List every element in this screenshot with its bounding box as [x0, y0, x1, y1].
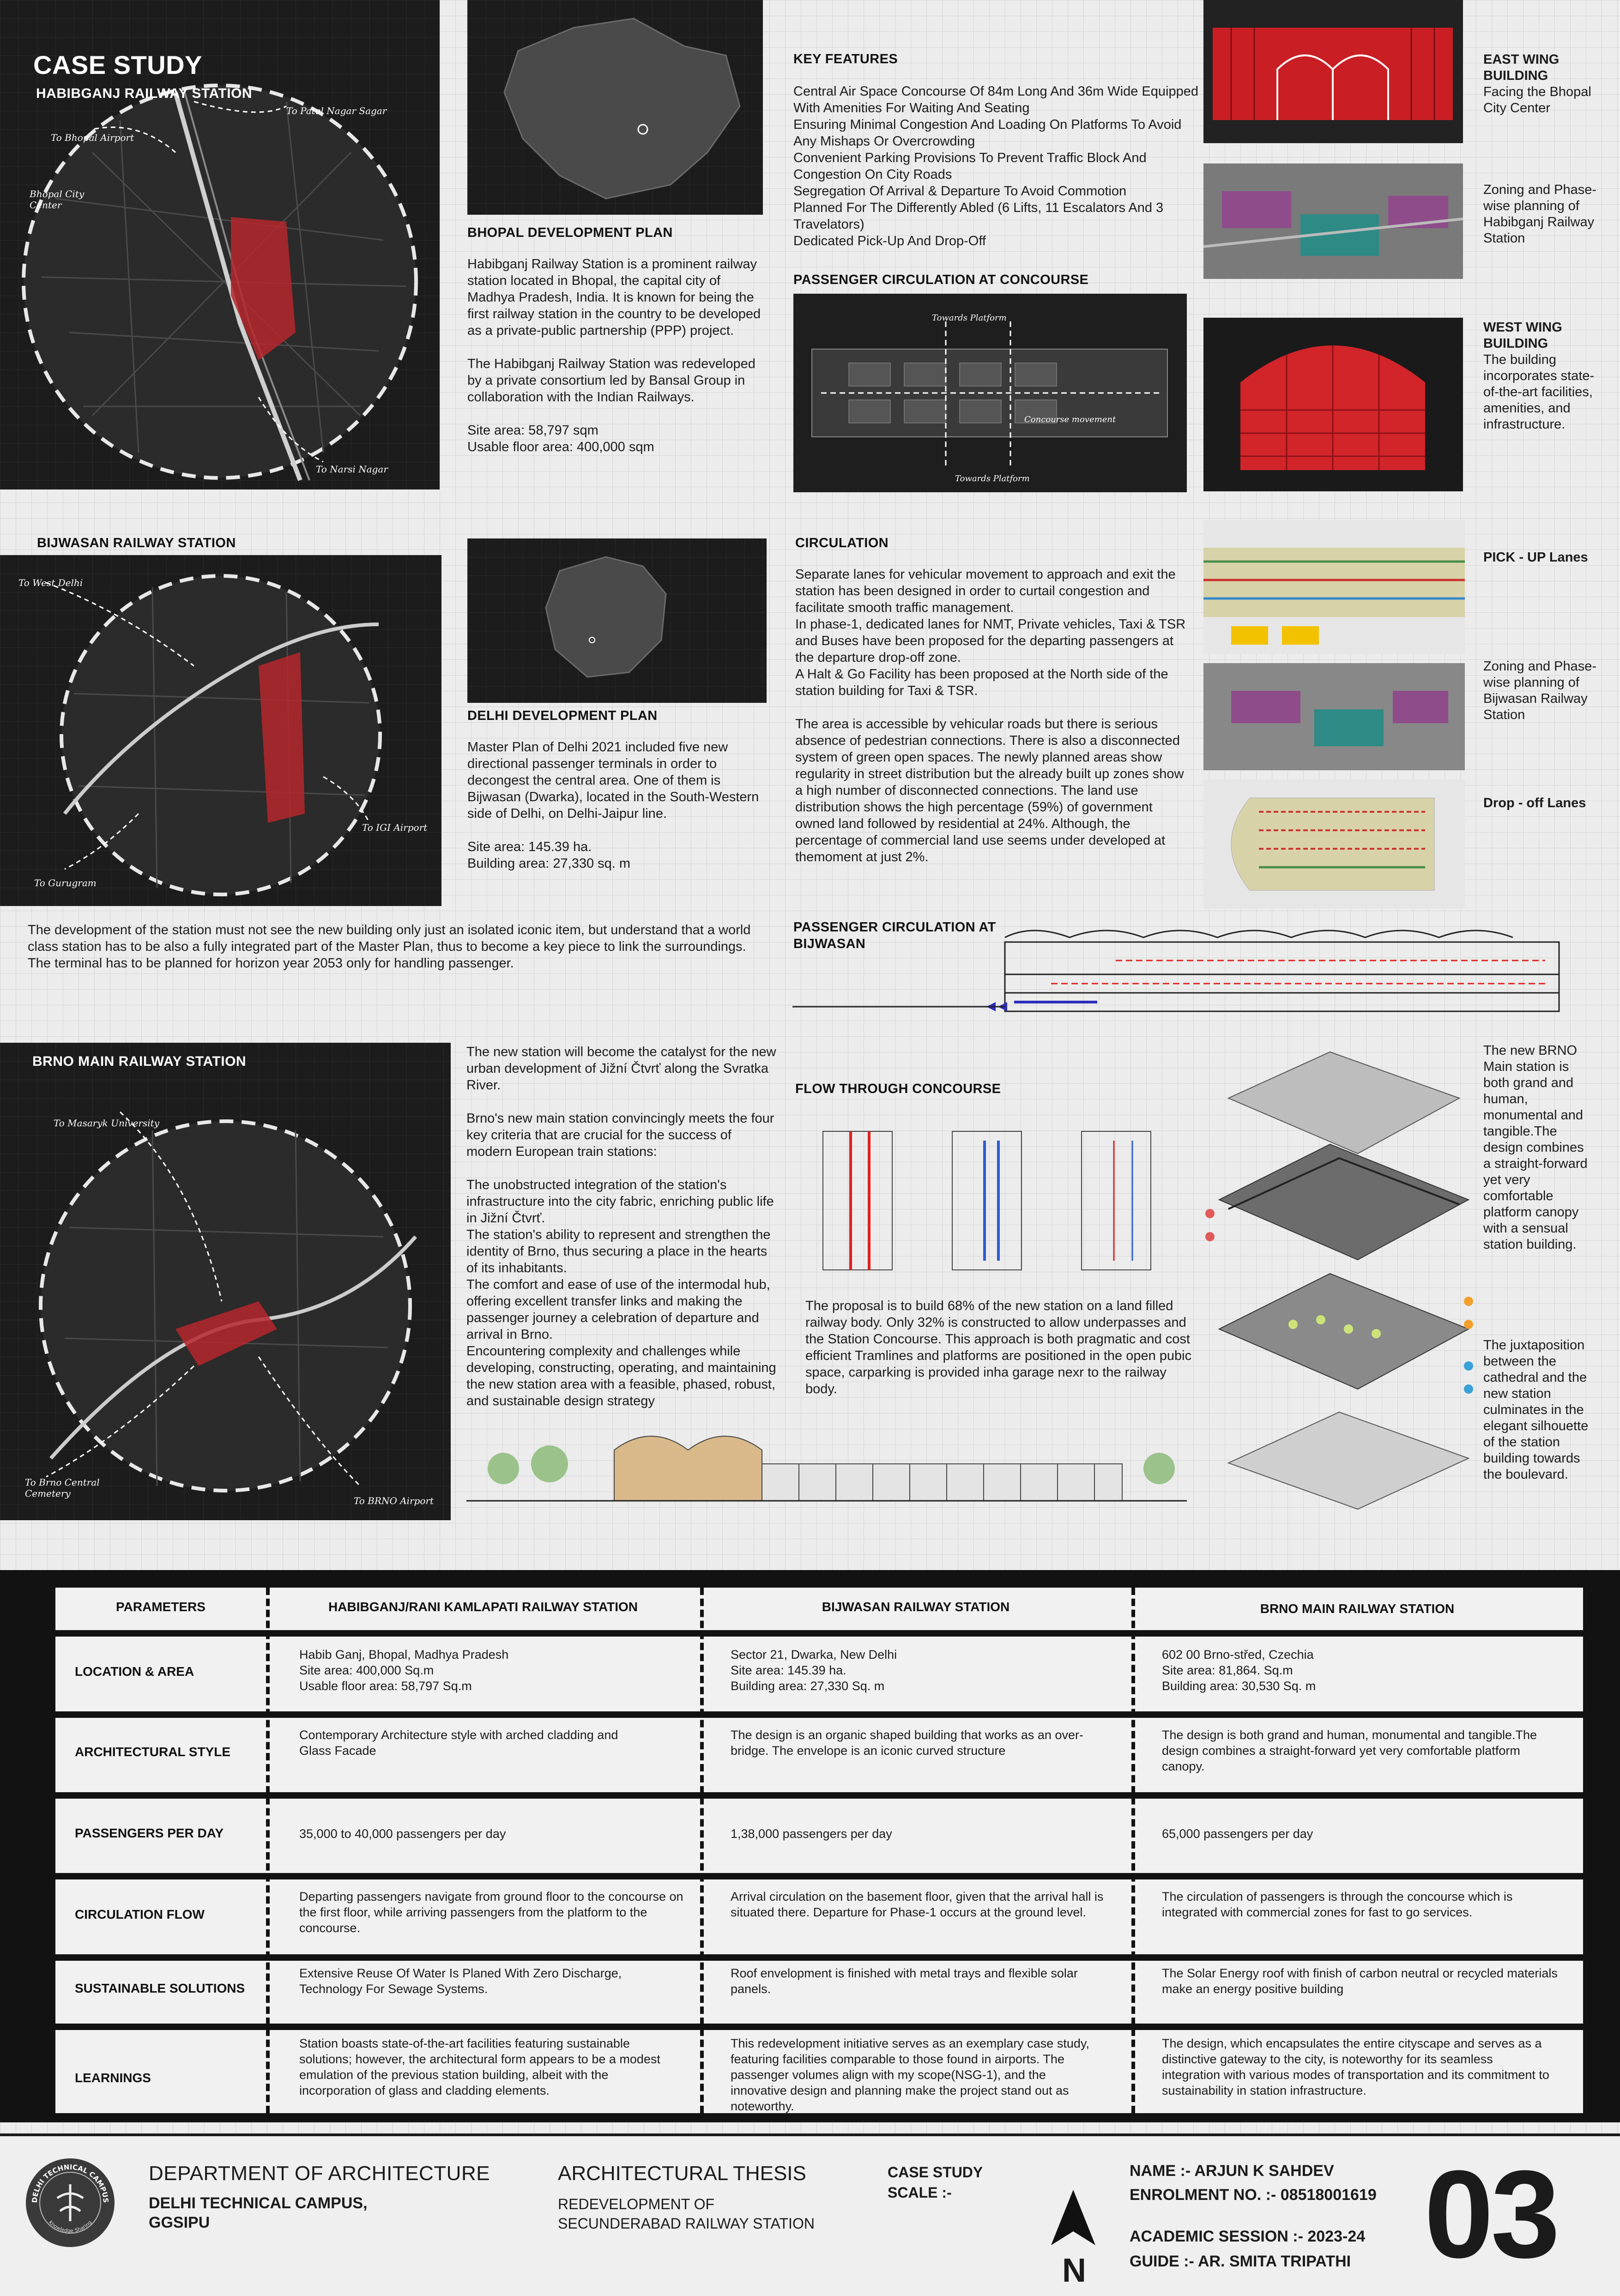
concourse-circulation-title: PASSENGER CIRCULATION AT CONCOURSE — [793, 272, 1089, 287]
habibganj-zoning-image — [1203, 163, 1463, 279]
sheet-type: CASE STUDY SCALE :- — [888, 2164, 983, 2201]
east-wing-text: Facing the Bhopal City Center — [1483, 85, 1591, 115]
bijwasan-title: BIJWASAN RAILWAY STATION — [37, 536, 236, 550]
cell-style-brno: The design is both grand and human, monumental and tangible.The design combines a straight-forward yet very comfortable platform canopy. — [1162, 1728, 1537, 1773]
cell-passengers-habibganj: 35,000 to 40,000 passengers per day — [299, 1827, 506, 1841]
sheet-number: 03 — [1424, 2145, 1558, 2284]
student-name: NAME :- ARJUN K SAHDEV — [1130, 2162, 1334, 2180]
cell-learnings-habibganj: Station boasts state-of-the-art facilities featuring sustainable solutions; however, the architectural form appears to be a modest emulation of the previous station building, albeit with the incorporation of glass and cladding elements. — [299, 2036, 660, 2097]
pickup-lanes-title: PICK - UP Lanes — [1483, 550, 1588, 565]
east-wing-title: EAST WING BUILDING — [1483, 52, 1560, 83]
cell-passengers-bijwasan: 1,38,000 passengers per day — [731, 1827, 892, 1841]
comparison-table — [0, 1570, 1620, 2122]
param-location: LOCATION & AREA — [75, 1664, 194, 1679]
academic-session: ACADEMIC SESSION :- 2023-24 — [1130, 2228, 1366, 2245]
map-label-city-center: Bhopal City Center — [30, 188, 85, 211]
bijwasan-zoning-image — [1203, 663, 1465, 770]
cell-passengers-brno: 65,000 passengers per day — [1162, 1827, 1313, 1841]
cell-circulation-bijwasan: Arrival circulation on the basement floor, given that the arrival hall is situated there. Departure for Phase-1 occurs at the ground level. — [731, 1890, 1104, 1919]
concourse-circulation-plan — [793, 294, 1187, 492]
thesis-label: ARCHITECTURAL THESIS — [558, 2162, 806, 2185]
brno-title: BRNO MAIN RAILWAY STATION — [32, 1054, 247, 1069]
cell-location-brno: 602 00 Brno-střed, Czechia Site area: 81,864. Sq.m Building area: 30,530 Sq. m — [1162, 1648, 1316, 1693]
bhopal-plan-title: BHOPAL DEVELOPMENT PLAN — [467, 225, 673, 240]
pickup-lanes-caption — [1483, 550, 1603, 566]
college-name: DELHI TECHNICAL CAMPUS, GGSIPU — [149, 2194, 368, 2231]
brno-side-text-1: The new BRNO Main station is both grand and human, monumental and tangible.The design combines a straight-forward yet very comfortable platform canopy with a sensual station building. — [1483, 1043, 1588, 1252]
delhi-plan-title: DELHI DEVELOPMENT PLAN — [467, 708, 658, 723]
brno-side-text-2: The juxtaposition between the cathedral and the new station culminates in the elegant silhouette of the station building towards the boulevard. — [1483, 1338, 1589, 1482]
habibganj-zoning-caption: Zoning and Phase-wise planning of Habibganj Railway Station — [1483, 182, 1597, 246]
cell-circulation-habibganj: Departing passengers navigate from ground floor to the concourse on the first floor, while arriving passengers from the platform to the concourse. — [299, 1890, 683, 1935]
brno-description: The new station will become the catalyst for the new urban development of Jižní Čtvrť along the Svratka River. Brno's new main station convincingly meets the four key criteria that are crucial for the success of modern European train stations: The unobstructed integration of the station's infrastructure into the city fabric, enriching public life in Jižní Čtvrť. The station's ability to represent and strengthen the identity of Brno, thus securing a place in the hearts of its inhabitants. The comfort and ease of use of the intermodal hub, offering excellent transfer links and making the passenger journey a celebration of departure and arrival in Brno. Encountering complexity and challenges while developing, constructing, operating, and maintaining the new station area with a feasible, phased, robust, and sustainable design strategy — [466, 1045, 776, 1408]
seal-text: DELHI TECHNICAL CAMPUS — [30, 2163, 110, 2203]
project-title: REDEVELOPMENT OF SECUNDERABAD RAILWAY STATION — [558, 2196, 815, 2232]
brno-exploded-axonometric — [1201, 1043, 1478, 1537]
cell-location-bijwasan: Sector 21, Dwarka, New Delhi Site area: 145.39 ha. Building area: 27,330 Sq. m — [731, 1648, 897, 1693]
cell-style-bijwasan: The design is an organic shaped building that works as an over-bridge. The envelope is an iconic curved structure — [731, 1728, 1083, 1758]
bijwasan-site-map — [0, 555, 441, 906]
map-label-narsi-nagar: To Narsi Nagar — [316, 464, 388, 475]
brno-site-map — [0, 1043, 451, 1520]
bijwasan-passenger-circulation-title: PASSENGER CIRCULATION AT BIJWASAN — [793, 920, 996, 951]
bijwasan-zoning-caption: Zoning and Phase-wise planning of Bijwasan Railway Station — [1483, 659, 1597, 722]
bijwasan-development-text: The development of the station must not see the new building only just an isolated iconic item, but understand that a world class station has to be also a fully integrated part of the Master Plan, thus to become a key piece to link the surroundings. The terminal has to be planned for horizon year 2053 only for handling passenger. — [28, 923, 751, 971]
bijwasan-section-drawing — [792, 924, 1596, 1023]
flow-concourse-diagram — [795, 1122, 1183, 1293]
east-wing-caption — [1483, 52, 1613, 116]
map-label-gurugram: To Gurugram — [34, 877, 97, 888]
dropoff-lanes-caption — [1483, 795, 1603, 811]
dropoff-lanes-image — [1203, 779, 1465, 909]
cell-sustainable-habibganj: Extensive Reuse Of Water Is Planed With Zero Discharge, Technology For Sewage Systems. — [299, 1966, 622, 1996]
seal-subtext: Knowledge Sharing — [47, 2219, 93, 2234]
comparison-table-body — [55, 1588, 1583, 2113]
brno-map-panel — [0, 1043, 451, 1520]
habibganj-title: HABIBGANJ RAILWAY STATION — [36, 86, 253, 101]
param-learnings: LEARNINGS — [75, 2071, 151, 2085]
header-habibganj: HABIBGANJ/RANI KAMLAPATI RAILWAY STATION — [328, 1600, 638, 1614]
map-label-brno-airport: To BRNO Airport — [354, 1495, 434, 1506]
header-parameters: PARAMETERS — [116, 1600, 206, 1614]
cell-style-habibganj: Contemporary Architecture style with arched cladding and Glass Facade — [299, 1728, 618, 1758]
east-wing-image — [1203, 0, 1463, 143]
habibganj-map-panel — [0, 0, 440, 489]
header-bijwasan: BIJWASAN RAILWAY STATION — [822, 1600, 1010, 1614]
habibganj-description: Habibganj Railway Station is a prominent railway station located in Bhopal, the capital city of Madhya Pradesh, India. It is known for being the first railway station in the country to be developed as a private-public partnership (PPP) project. The Habibganj Railway Station was redeveloped by a private consortium led by Bansal Group in collaboration with the Indian Railways. Site area: 58,797 sqm Usable floor area: 400,000 sqm — [467, 257, 761, 454]
cell-sustainable-bijwasan: Roof envelopment is finished with metal trays and flexible solar panels. — [731, 1966, 1078, 1996]
map-label-patel-nagar: To Patel Nagar Sagar — [286, 105, 387, 116]
cell-learnings-bijwasan: This redevelopment initiative serves as an exemplary case study, featuring facilities comparable to those found in airports. The passenger volumes align with my scope(NSG-1), and the innovative design and planning make the project stand out as noteworthy. — [731, 2036, 1089, 2113]
circ-label-top: Towards Platform — [932, 313, 1007, 323]
north-label: N — [1062, 2252, 1086, 2289]
map-label-bhopal-airport: To Bhopal Airport — [51, 132, 134, 143]
key-features-list: Central Air Space Concourse Of 84m Long And 36m Wide Equipped With Amenities For Waiting And Seating Ensuring Minimal Congestion And Loading On Platforms To Avoid Any Mishaps Or Overcrowding Convenient Parking Provisions To Prevent Traffic Block And Congestion On City Roads Segregation Of Arrival & Departure To Avoid Commotion Planned For The Differently Abled (6 Lifts, 11 Escalators And 3 Travelators) Dedicated Pick-Up And Drop-Off — [793, 84, 1198, 248]
cell-learnings-brno: The design, which encapsulates the entire cityscape and serves as a distinctive gateway to the city, is noteworthy for its seamless integration with various modes of transportation and its commitment to sustainability in station infrastructure. — [1162, 2036, 1549, 2097]
west-wing-text: The building incorporates state-of-the-art facilities, amenities, and infrastructure. — [1483, 352, 1595, 432]
flow-concourse-text: The proposal is to build 68% of the new station on a land filled railway body. Only 32% is constructed to allow underpasses and the Station Concourse. This approach is both pragmatic and cost efficient Tramlines and platforms are positioned in the open pubic space, carparking is provided inha garage nexr to the railway body. — [805, 1299, 1192, 1396]
guide-name: GUIDE :- AR. SMITA TRIPATHI — [1130, 2253, 1351, 2270]
bhopal-plan-image — [467, 0, 763, 215]
param-passengers: PASSENGERS PER DAY — [75, 1826, 224, 1840]
bijwasan-description: Master Plan of Delhi 2021 included five new directional passenger terminals in order to decongest the central area. One of them is Bijwasan (Dwarka), located in the South-Western side of Delhi, on Delhi-Jaipur line. Site area: 145.39 ha. Building area: 27,330 sq. m — [467, 740, 759, 871]
title-block — [0, 2133, 1620, 2296]
circ-label-mid: Concourse movement — [1024, 415, 1116, 424]
header-brno: BRNO MAIN RAILWAY STATION — [1260, 1601, 1455, 1616]
west-wing-caption — [1483, 320, 1608, 433]
circ-label-bottom: Towards Platform — [955, 474, 1030, 483]
west-wing-title: WEST WING BUILDING — [1483, 320, 1562, 351]
bijwasan-circulation-title: CIRCULATION — [795, 536, 889, 550]
bijwasan-map-panel — [0, 555, 441, 906]
map-label-west-delhi: To West Delhi — [18, 577, 83, 588]
map-label-masaryk: To Masaryk University — [54, 1118, 159, 1129]
brno-elevation-drawing — [466, 1413, 1187, 1505]
param-style: ARCHITECTURAL STYLE — [75, 1745, 231, 1759]
map-label-cemetery: To Brno Central Cemetery — [25, 1477, 100, 1499]
west-wing-image — [1203, 318, 1463, 491]
flow-concourse-title: FLOW THROUGH CONCOURSE — [795, 1082, 1001, 1096]
cell-location-habibganj: Habib Ganj, Bhopal, Madhya Pradesh Site area: 400,000 Sq.m Usable floor area: 58,797 Sq.m — [299, 1648, 509, 1693]
department-name: DEPARTMENT OF ARCHITECTURE — [149, 2162, 490, 2185]
bijwasan-circulation-text: Separate lanes for vehicular movement to approach and exit the station has been designed in order to curtail congestion and facilitate smooth traffic management. In phase-1, dedicated lanes for NMT, Private vehicles, Taxi & TSR and Buses have been proposed for the departing passengers at the departure drop-off zone. A Halt & Go Facility has been proposed at the North side of the station building for Taxi & TSR. The area is accessible by vehicular roads but there is serious absence of pedestrian connections. There is also a disconnected system of green open spaces. The newly planned areas show regularity in street distribution but the already built up zones show a high number of disconnected connections. The land use distribution shows the high percentage (59%) of government owned land followed by residential at 24%. Although, the percentage of commercial land use seems under developed at themoment at just 2%. — [795, 567, 1186, 864]
key-features-title: KEY FEATURES — [793, 52, 898, 66]
pickup-lanes-image — [1203, 520, 1465, 654]
cell-sustainable-brno: The Solar Energy roof with finish of carbon neutral or recycled materials make an energy positive building — [1162, 1966, 1558, 1996]
delhi-plan-image — [467, 538, 767, 703]
param-sustainable: SUSTAINABLE SOLUTIONS — [75, 1981, 245, 1995]
param-circulation: CIRCULATION FLOW — [75, 1907, 205, 1921]
dropoff-lanes-title: Drop - off Lanes — [1483, 796, 1586, 810]
enrolment-number: ENROLMENT NO. :- 08518001619 — [1130, 2186, 1377, 2204]
case-study-title: CASE STUDY — [33, 50, 202, 79]
map-label-igi-airport: To IGI Airport — [362, 822, 428, 833]
cell-circulation-brno: The circulation of passengers is through the concourse which is integrated with commercial zones for fast to go services. — [1162, 1890, 1513, 1919]
college-seal-logo — [24, 2157, 116, 2249]
